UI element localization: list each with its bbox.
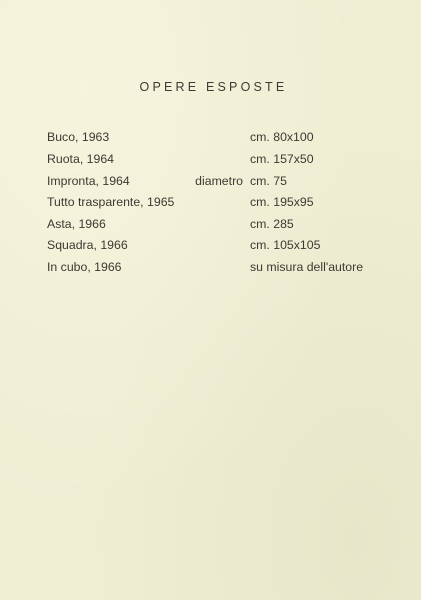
work-title: Ruota, 1964 — [47, 152, 115, 166]
list-item — [0, 258, 421, 276]
work-dimension: cm. 195x95 — [250, 195, 314, 209]
list-item — [0, 150, 421, 168]
list-item — [0, 215, 421, 233]
work-dimension: cm. 285 — [250, 217, 294, 231]
dimension-prefix: diametro — [195, 174, 243, 188]
work-title: Tutto trasparente, 1965 — [47, 195, 175, 209]
list-item — [0, 172, 421, 190]
page-title: OPERE ESPOSTE — [139, 80, 288, 94]
work-dimension: cm. 105x105 — [250, 238, 321, 252]
work-dimension: cm. 75 — [250, 174, 287, 188]
list-item — [0, 236, 421, 254]
list-item — [0, 128, 421, 146]
work-title: Squadra, 1966 — [47, 238, 128, 252]
work-title: Buco, 1963 — [47, 130, 110, 144]
work-title: Asta, 1966 — [47, 217, 106, 231]
work-dimension: su misura dell'autore — [250, 260, 364, 274]
work-dimension: cm. 80x100 — [250, 130, 314, 144]
list-item — [0, 193, 421, 211]
work-dimension: cm. 157x50 — [250, 152, 314, 166]
work-title: In cubo, 1966 — [47, 260, 122, 274]
work-title: Impronta, 1964 — [47, 174, 130, 188]
